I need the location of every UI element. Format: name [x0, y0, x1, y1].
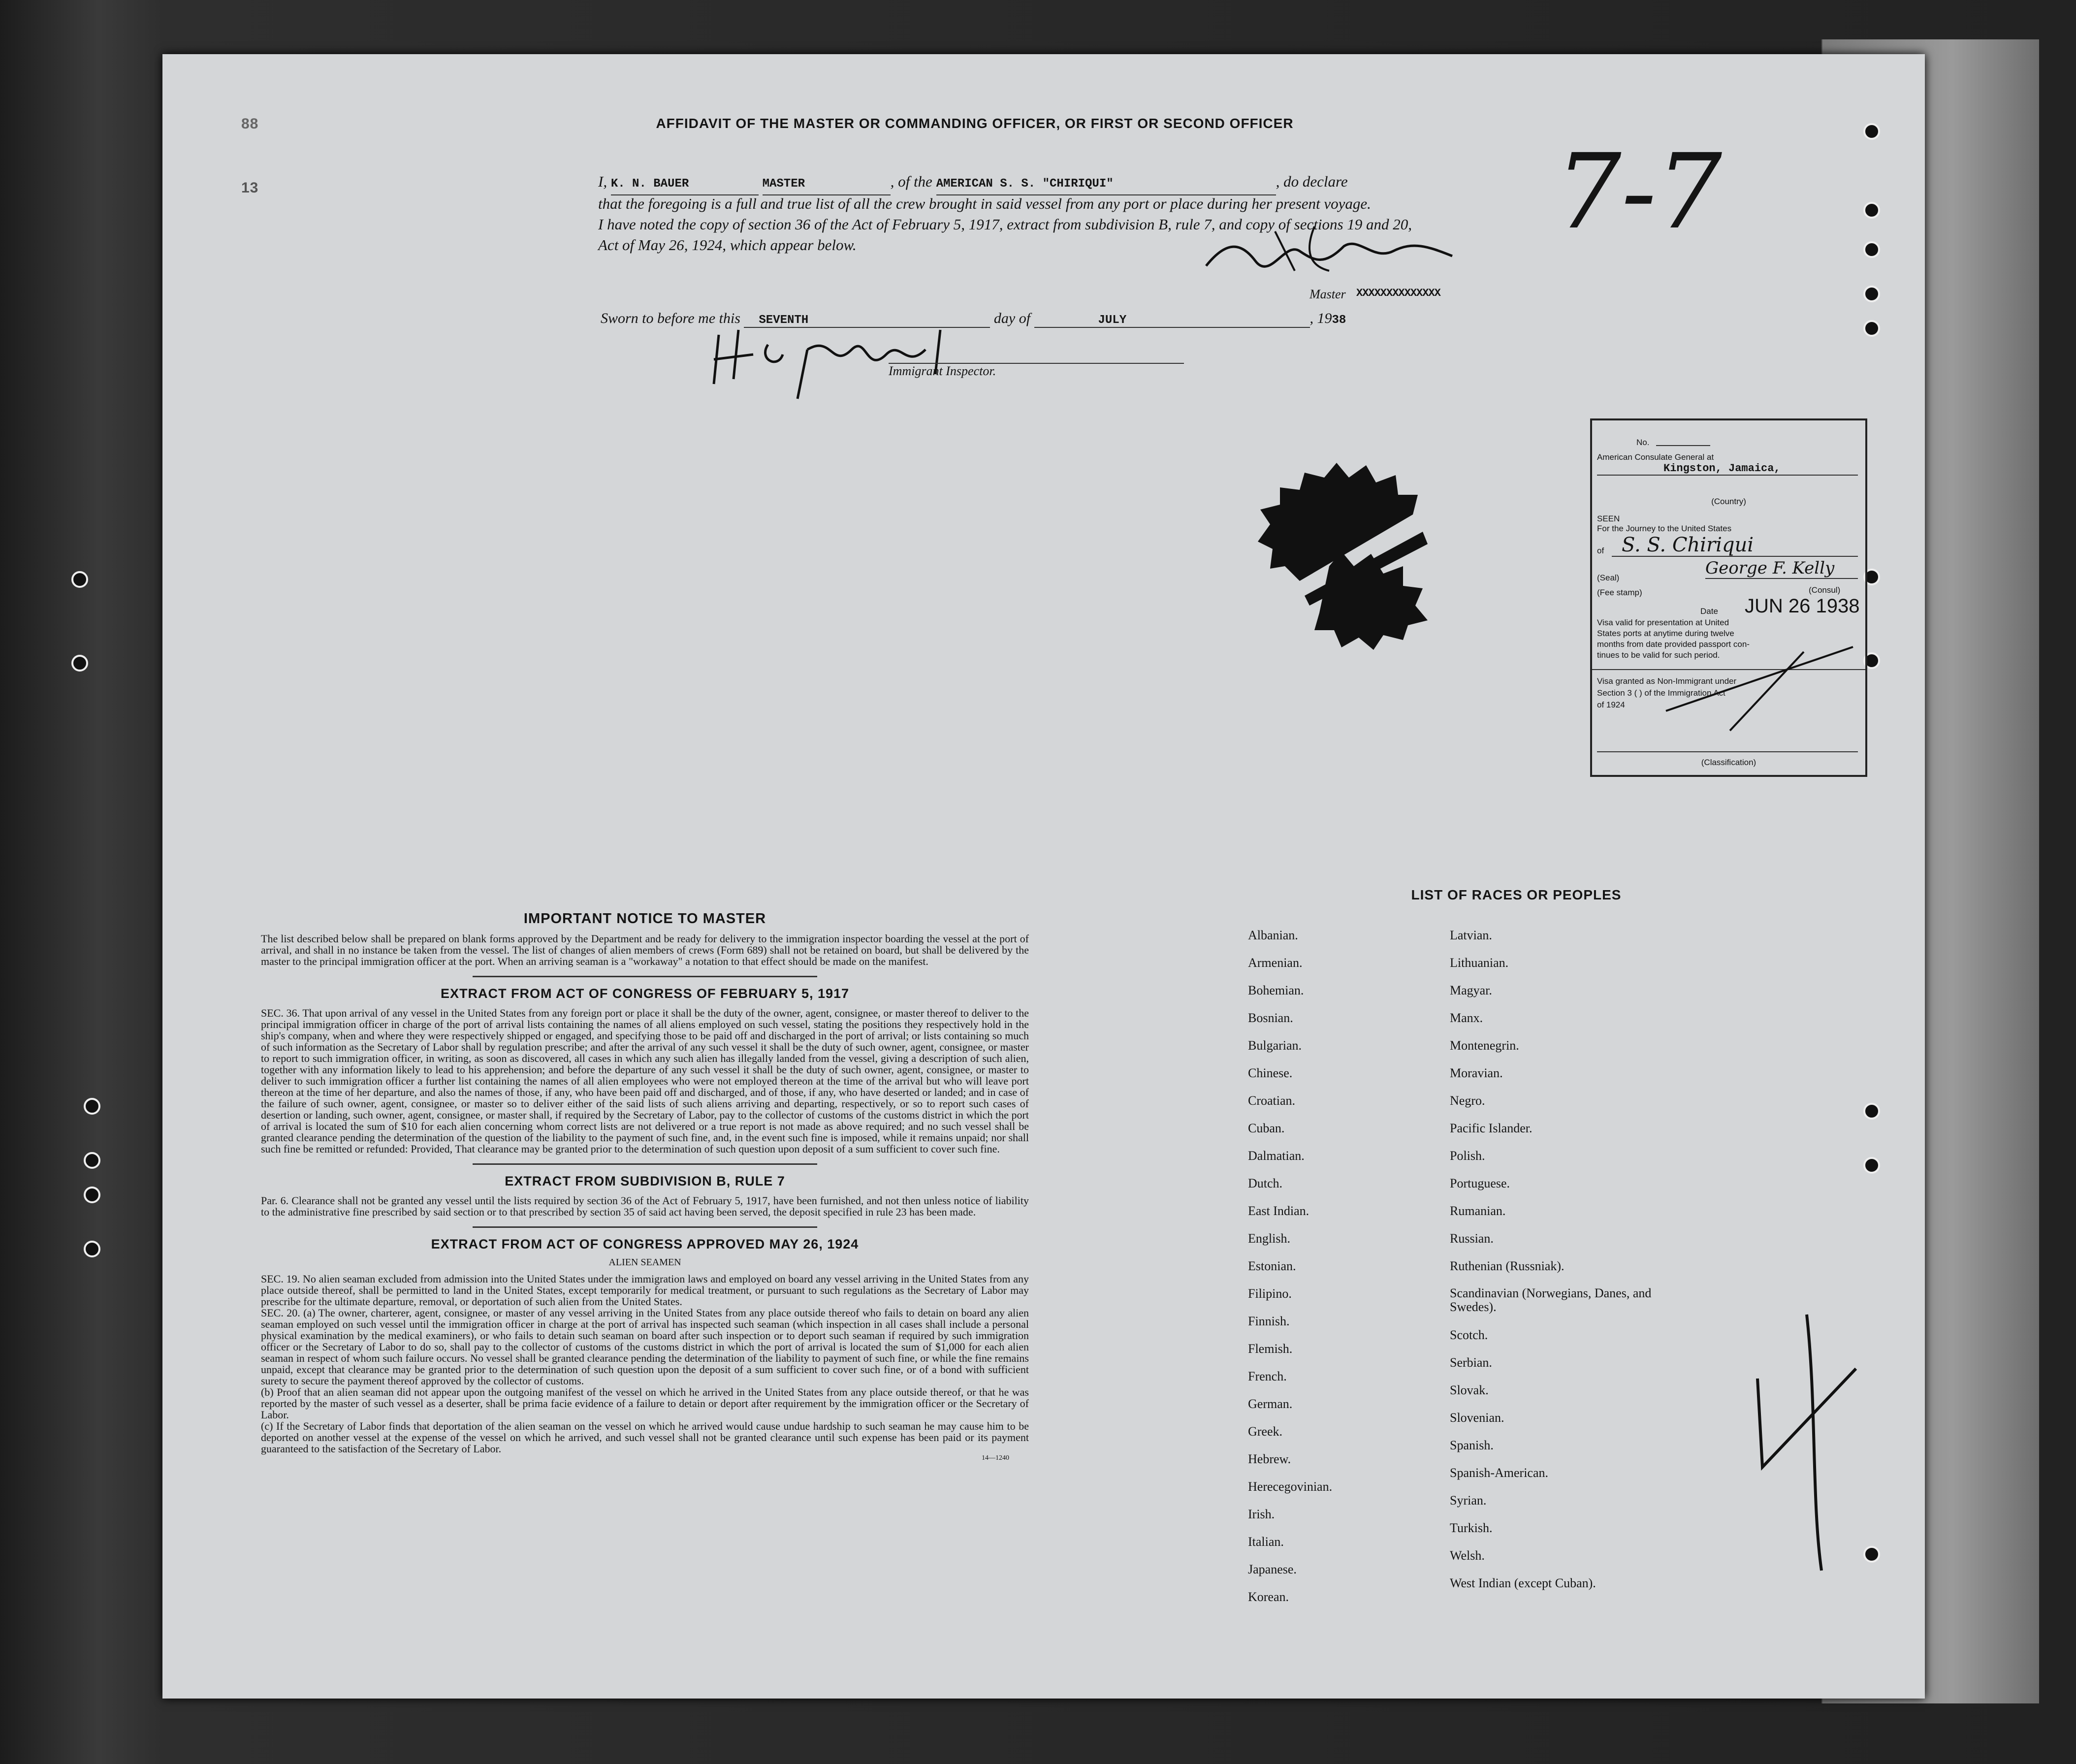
extract-1924-subtitle: ALIEN SEAMEN	[608, 1257, 681, 1268]
day-of-label: day of	[993, 310, 1031, 326]
year-prefix: , 19	[1309, 310, 1332, 326]
consular-seal	[1250, 458, 1506, 684]
race-item: East Indian.	[1248, 1204, 1309, 1218]
rank: MASTER	[763, 174, 891, 195]
stamp-of-label: of	[1597, 546, 1604, 555]
sworn-label: Sworn to before me this	[601, 310, 740, 326]
race-item: Finnish.	[1248, 1314, 1290, 1328]
race-item: German.	[1248, 1397, 1293, 1411]
stamp-location: Kingston, Jamaica,	[1663, 462, 1781, 475]
race-item: Moravian.	[1450, 1066, 1503, 1080]
race-item: Lithuanian.	[1450, 956, 1509, 970]
stamp-seen: SEEN	[1597, 514, 1620, 523]
subdivision-title: EXTRACT FROM SUBDIVISION B, RULE 7	[505, 1174, 785, 1188]
race-item: Estonian.	[1248, 1259, 1296, 1273]
master-name: K. N. BAUER	[611, 174, 759, 195]
race-item: Turkish.	[1450, 1521, 1493, 1535]
race-item: Spanish.	[1450, 1438, 1494, 1452]
punch-hole	[84, 1241, 100, 1257]
punch-hole	[1863, 241, 1880, 258]
affidavit-first-line	[598, 171, 1652, 195]
race-item: Portuguese.	[1450, 1176, 1510, 1190]
visa-text-line: tinues to be valid for such period.	[1597, 650, 1720, 660]
extract-1917-text: SEC. 36. That upon arrival of any vessel in the United States from any foreign port or place it shall be the duty of the owner, agent, consignee, or master thereof to deliver to the principal immigration officer in charge of the port of arrival lists containing the names of all aliens employed on such vessel, stating the positions they respectively hold in the ship's company, when and where they were respectively shipped or engaged, and specifying those to be paid off and discharged in the port of arrival; or lists containing so much of such information as the Secretary of Labor shall by regulation prescribe; and after the arrival of any such vessel it shall be the duty of such owner, agent, consignee, or master to report to such immigration officer, in writing, as soon as discovered, all cases in which any such alien has illegally landed from the vessel, giving a description of such alien, together with any information likely to lead to his apprehension; and before the departure of any such vessel it shall be the duty of such owner, agent, consignee, or master to deliver to such immigration officer a further list containing the names of all alien employees who were not employed thereon at the time of the arrival but who will leave port thereon at the time of her departure, and also the names of those, if any, who have been paid off and discharged, and of those, if any, who have deserted or landed; and in case of the failure of such owner, agent, consignee, or master so to deliver either of the said lists of such aliens arriving and departing, respectively, or so to report such cases of desertion or landing, such owner, agent, consignee, or master shall, if required by the Secretary of Labor, pay to the collector of customs of the customs district in which the port of arrival is located the sum of $10 for each alien concerning whom correct lists are not delivered or a true report is not made as above required; and no such vessel shall be granted clearance pending the determination of the question of the liability to the payment of such fine, and, in the event such fine is imposed, while it remains unpaid; nor shall such fine be remitted or refunded: Provided, That clearance may be granted prior to the determination of such question upon deposit of a sum sufficient to cover such fine.	[261, 1007, 1029, 1155]
race-item: English.	[1248, 1231, 1290, 1246]
race-item: Slovenian.	[1450, 1411, 1504, 1425]
race-item: Croatian.	[1248, 1093, 1296, 1108]
race-item: Bosnian.	[1248, 1011, 1293, 1025]
granted-text-line: Visa granted as Non-Immigrant under	[1597, 676, 1737, 686]
notice-title: IMPORTANT NOTICE TO MASTER	[523, 911, 767, 927]
race-item: Hebrew.	[1248, 1452, 1291, 1466]
race-item: Albanian.	[1248, 928, 1298, 942]
race-item: Magyar.	[1450, 983, 1492, 997]
page-number-top: 88	[241, 116, 259, 132]
inspector-signature	[704, 315, 980, 404]
sworn-month: JULY	[1034, 314, 1310, 328]
punch-hole	[1863, 123, 1880, 140]
stamp-no-label: No.	[1636, 438, 1650, 447]
stamp-consul-signature: George F. Kelly	[1705, 558, 1835, 578]
race-item: Slovak.	[1450, 1383, 1489, 1397]
race-item: Latvian.	[1450, 928, 1492, 942]
extract-1917-title: EXTRACT FROM ACT OF CONGRESS OF FEBRUARY 5, 1917	[440, 986, 850, 1001]
punch-hole	[84, 1098, 100, 1115]
punch-hole	[71, 571, 88, 588]
race-item: Bulgarian.	[1248, 1038, 1302, 1053]
stamp-date: JUN 26 1938	[1745, 595, 1860, 617]
stamp-strike-lines	[1656, 637, 1863, 736]
subdivision-text: Par. 6. Clearance shall not be granted any vessel until the lists required by section 36 of the Act of February 5, 1917, have been furnished, and not then unless notice of liability to the administrative fine prescribed by said section or to that prescribed by section 35 of said act having been served, the deposit specified in rule 23 has been made.	[261, 1194, 1029, 1218]
stamp-consul-line	[1705, 578, 1858, 579]
punch-hole	[71, 655, 88, 672]
punch-hole	[1863, 320, 1880, 337]
race-item: West Indian (except Cuban).	[1450, 1576, 1596, 1590]
stamp-consulate: American Consulate General at	[1597, 452, 1714, 462]
races-column-1	[1248, 928, 1435, 1617]
race-item: Pacific Islander.	[1450, 1121, 1533, 1135]
legal-section	[261, 911, 1029, 1462]
visa-text-line: Visa valid for presentation at United	[1597, 618, 1729, 627]
race-item: Flemish.	[1248, 1342, 1293, 1356]
stamp-classification-line	[1597, 751, 1858, 752]
race-item: Italian.	[1248, 1535, 1284, 1549]
sec-20c-text: (c) If the Secretary of Labor finds that deportation of the alien seaman on the vessel on which he arrived would cause undue hardship to such seaman he may cause him to be deported on another vessel at the expense of the vessel on which he arrived, and such vessel shall not be granted clearance until such expense has been paid or its payment guaranteed to the satisfaction of the Secretary of Labor.	[261, 1420, 1029, 1455]
race-item: Dutch.	[1248, 1176, 1283, 1190]
inspector-label: Immigrant Inspector.	[889, 363, 1184, 379]
handwritten-check-mark	[1738, 1305, 1866, 1580]
divider	[473, 976, 817, 977]
race-item: Japanese.	[1248, 1562, 1297, 1576]
divider	[473, 1226, 817, 1228]
sworn-day: SEVENTH	[744, 314, 990, 328]
body-line-3: Act of May 26, 1924, which appear below.	[598, 236, 857, 254]
stamp-seal-label: (Seal)	[1597, 573, 1620, 582]
divider	[473, 1163, 817, 1165]
stamp-classification-label: (Classification)	[1701, 758, 1757, 767]
master-label: Master	[1309, 287, 1346, 301]
race-item: Armenian.	[1248, 956, 1303, 970]
document-page	[162, 54, 1925, 1699]
form-code: 14—1240	[982, 1454, 1009, 1462]
pronoun: I,	[598, 173, 607, 190]
master-signature	[1196, 222, 1501, 286]
races-column-2	[1450, 928, 1657, 1604]
race-item: Manx.	[1450, 1011, 1483, 1025]
races-title: LIST OF RACES OR PEOPLES	[1411, 887, 1622, 902]
punch-hole	[1863, 202, 1880, 219]
race-item: Serbian.	[1450, 1355, 1492, 1370]
declare-label: , do declare	[1276, 173, 1348, 190]
punch-hole	[1863, 286, 1880, 302]
stamp-no-line	[1656, 445, 1710, 446]
race-item: Cuban.	[1248, 1121, 1285, 1135]
race-item: Bohemian.	[1248, 983, 1304, 997]
body-line-2: I have noted the copy of section 36 of the Act of February 5, 1917, extract from subdivision B, rule 7, and copy of sections 19 and 20,	[598, 216, 1412, 233]
punch-hole	[84, 1152, 100, 1169]
page-number-left: 13	[241, 180, 259, 196]
of-the-label: , of the	[890, 173, 932, 190]
stamp-consul-label: (Consul)	[1809, 585, 1841, 595]
race-item: Rumanian.	[1450, 1204, 1506, 1218]
visa-text-line: months from date provided passport con-	[1597, 640, 1750, 649]
race-item: Scandinavian (Norwegians, Danes, and Swedes).	[1450, 1286, 1652, 1314]
granted-text-line: of 1924	[1597, 700, 1625, 709]
sec-19-text: SEC. 19. No alien seaman excluded from admission into the United States under the immigration laws and employed on board any vessel arriving in the United States from any place outside thereof, shall be permitted to land in the United States, except temporarily for medical treatment, or pursuant to such regulations as the Secretary of Labor may prescribe for the ultimate departure, removal, or deportation of such alien from the United States.	[261, 1273, 1029, 1308]
visa-text-line: States ports at anytime during twelve	[1597, 629, 1734, 638]
race-item: Russian.	[1450, 1231, 1494, 1246]
race-item: Herecegovinian.	[1248, 1479, 1333, 1494]
race-item: French.	[1248, 1369, 1287, 1383]
race-item: Spanish-American.	[1450, 1466, 1549, 1480]
stamp-vessel: S. S. Chiriqui	[1622, 534, 1754, 556]
body-line-1: that the foregoing is a full and true list of all the crew brought in said vessel from any port or place during her present voyage.	[598, 195, 1371, 212]
race-item: Dalmatian.	[1248, 1149, 1305, 1163]
race-item: Scotch.	[1450, 1328, 1488, 1342]
stamp-journey: For the Journey to the United States	[1597, 524, 1732, 533]
race-item: Filipino.	[1248, 1286, 1292, 1301]
race-item: Negro.	[1450, 1093, 1485, 1108]
stamp-fee-label: (Fee stamp)	[1597, 588, 1642, 597]
race-item: Ruthenian (Russniak).	[1450, 1259, 1565, 1273]
vessel-name: AMERICAN S. S. "CHIRIQUI"	[936, 174, 1276, 195]
race-item: Greek.	[1248, 1424, 1283, 1439]
granted-text-line: Section 3 ( ) of the Immigration Act	[1597, 688, 1725, 698]
race-item: Korean.	[1248, 1590, 1289, 1604]
stamp-location-line	[1597, 475, 1858, 476]
handwritten-number: 7-7	[1556, 131, 1723, 252]
race-item: Syrian.	[1450, 1493, 1487, 1507]
master-struck: XXXXXXXXXXXXXX	[1356, 287, 1440, 299]
race-item: Polish.	[1450, 1149, 1485, 1163]
notice-text: The list described below shall be prepared on blank forms approved by the Department and be ready for delivery to the immigration inspector boarding the vessel at the port of arrival, and shall in no instance be taken from the vessel. The list of changes of alien members of crews (Form 689) shall not be retained on board, but shall be delivered by the master to the principal immigration officer at the port. When an arriving seaman is a "workaway" a notation to that effect should be made on the manifest.	[261, 932, 1029, 967]
stamp-country-label: (Country)	[1711, 497, 1746, 506]
extract-1924-title: EXTRACT FROM ACT OF CONGRESS APPROVED MAY 26, 1924	[431, 1237, 859, 1251]
consulate-stamp	[1590, 418, 1867, 777]
stamp-date-label: Date	[1700, 607, 1718, 616]
sworn-year: 38	[1332, 314, 1346, 327]
race-item: Welsh.	[1450, 1548, 1485, 1563]
stamp-of-line	[1612, 556, 1858, 557]
sec-20b-text: (b) Proof that an alien seaman did not appear upon the outgoing manifest of the vessel on which he arrived in the United States from any place outside thereof, or that he was reported by the master of such vessel as a deserter, shall be prima facie evidence of a failure to detain or deport after requirement by the immigration officer or the Secretary of Labor.	[261, 1386, 1029, 1421]
sec-20a-text: SEC. 20. (a) The owner, charterer, agent, consignee, or master of any vessel arriving in the United States from any place outside thereof who fails to detain on board any alien seaman employed on such vessel until the immigration officer in charge at the port of arrival has inspected such seaman (which inspection in all cases shall include a personal physical examination by the medical examiners), or who fails to detain such seaman on board after such inspection or to deport such seaman if required by such immigration officer or the Secretary of Labor to do so, shall pay to the collector of customs of the customs district in which the port of arrival is located the sum of $1,000 for each alien seaman in respect of whom such failure occurs. No vessel shall be granted clearance pending the determination of the liability to payment of such fine, or while the fine remains unpaid, except that clearance may be granted prior to the determination of such question upon the deposit of a sum sufficient to cover such fine, or of a bond with sufficient surety to secure the payment thereof approved by the collector of customs.	[261, 1307, 1029, 1387]
punch-hole	[1863, 1546, 1880, 1563]
race-item: Montenegrin.	[1450, 1038, 1519, 1053]
race-item: Irish.	[1248, 1507, 1275, 1521]
affidavit-title: AFFIDAVIT OF THE MASTER OR COMMANDING OFFICER, OR FIRST OR SECOND OFFICER	[656, 116, 1294, 131]
punch-hole	[1863, 1157, 1880, 1174]
race-item: Chinese.	[1248, 1066, 1293, 1080]
punch-hole	[1863, 1103, 1880, 1120]
punch-hole	[84, 1187, 100, 1203]
